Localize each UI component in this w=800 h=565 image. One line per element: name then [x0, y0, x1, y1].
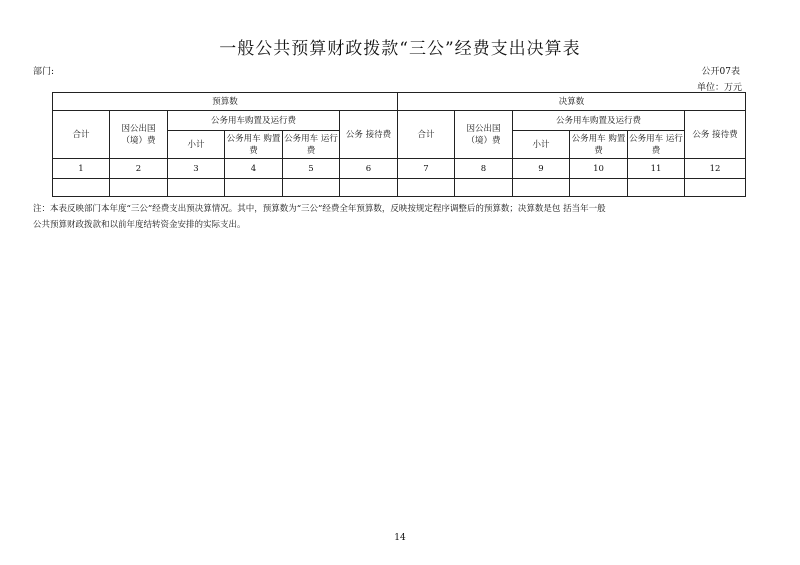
budget-group-header: 预算数 — [53, 93, 398, 111]
final-subtotal-header: 小计 — [513, 131, 570, 159]
data-cell — [168, 179, 225, 197]
final-group-header: 决算数 — [398, 93, 746, 111]
budget-total-header: 合计 — [53, 111, 110, 159]
form-number: 公开07表 — [701, 67, 740, 77]
final-vehicle-operation-header: 公务用车 运行费 — [628, 131, 685, 159]
column-number: 6 — [340, 159, 398, 179]
data-cell — [53, 179, 110, 197]
budget-subtotal-header: 小计 — [168, 131, 225, 159]
data-cell — [283, 179, 340, 197]
data-cell — [685, 179, 746, 197]
final-reception-header: 公务 接待费 — [685, 111, 746, 159]
final-vehicle-group-header: 公务用车购置及运行费 — [513, 111, 685, 131]
data-cell — [225, 179, 283, 197]
data-row — [53, 179, 746, 197]
data-cell — [340, 179, 398, 197]
column-number: 12 — [685, 159, 746, 179]
column-number: 7 — [398, 159, 455, 179]
budget-vehicle-purchase-header: 公务用车 购置费 — [225, 131, 283, 159]
note-line-1: 注：本表反映部门本年度“三公”经费支出预决算情况。其中，预算数为“三公”经费全年预算数，反映按规定程序调整后的预算数；决算数是包 括当年一般 — [33, 204, 606, 214]
data-cell — [398, 179, 455, 197]
budget-abroad-header: 因公出国（境）费 — [110, 111, 168, 159]
column-number: 4 — [225, 159, 283, 179]
column-number: 5 — [283, 159, 340, 179]
final-total-header: 合计 — [398, 111, 455, 159]
final-abroad-header: 因公出国（境）费 — [455, 111, 513, 159]
budget-vehicle-group-header: 公务用车购置及运行费 — [168, 111, 340, 131]
data-cell — [628, 179, 685, 197]
budget-vehicle-operation-header: 公务用车 运行费 — [283, 131, 340, 159]
column-number: 1 — [53, 159, 110, 179]
column-number: 2 — [110, 159, 168, 179]
data-cell — [110, 179, 168, 197]
department-label: 部门: — [33, 67, 55, 77]
page-number: 14 — [394, 533, 406, 543]
data-cell — [513, 179, 570, 197]
page-title: 一般公共预算财政拨款“三公”经费支出决算表 — [219, 39, 581, 59]
table-note — [33, 201, 753, 233]
column-number: 11 — [628, 159, 685, 179]
data-cell — [570, 179, 628, 197]
column-number: 9 — [513, 159, 570, 179]
budget-reception-header: 公务 接待费 — [340, 111, 398, 159]
note-line-2: 公共预算财政拨款和以前年度结转资金安排的实际支出。 — [33, 220, 246, 230]
final-vehicle-purchase-header: 公务用车 购置费 — [570, 131, 628, 159]
column-number: 10 — [570, 159, 628, 179]
expenditure-table — [52, 92, 746, 197]
unit-label: 单位：万元 — [696, 83, 742, 93]
column-number-row — [53, 159, 746, 179]
column-number: 8 — [455, 159, 513, 179]
data-cell — [455, 179, 513, 197]
column-number: 3 — [168, 159, 225, 179]
